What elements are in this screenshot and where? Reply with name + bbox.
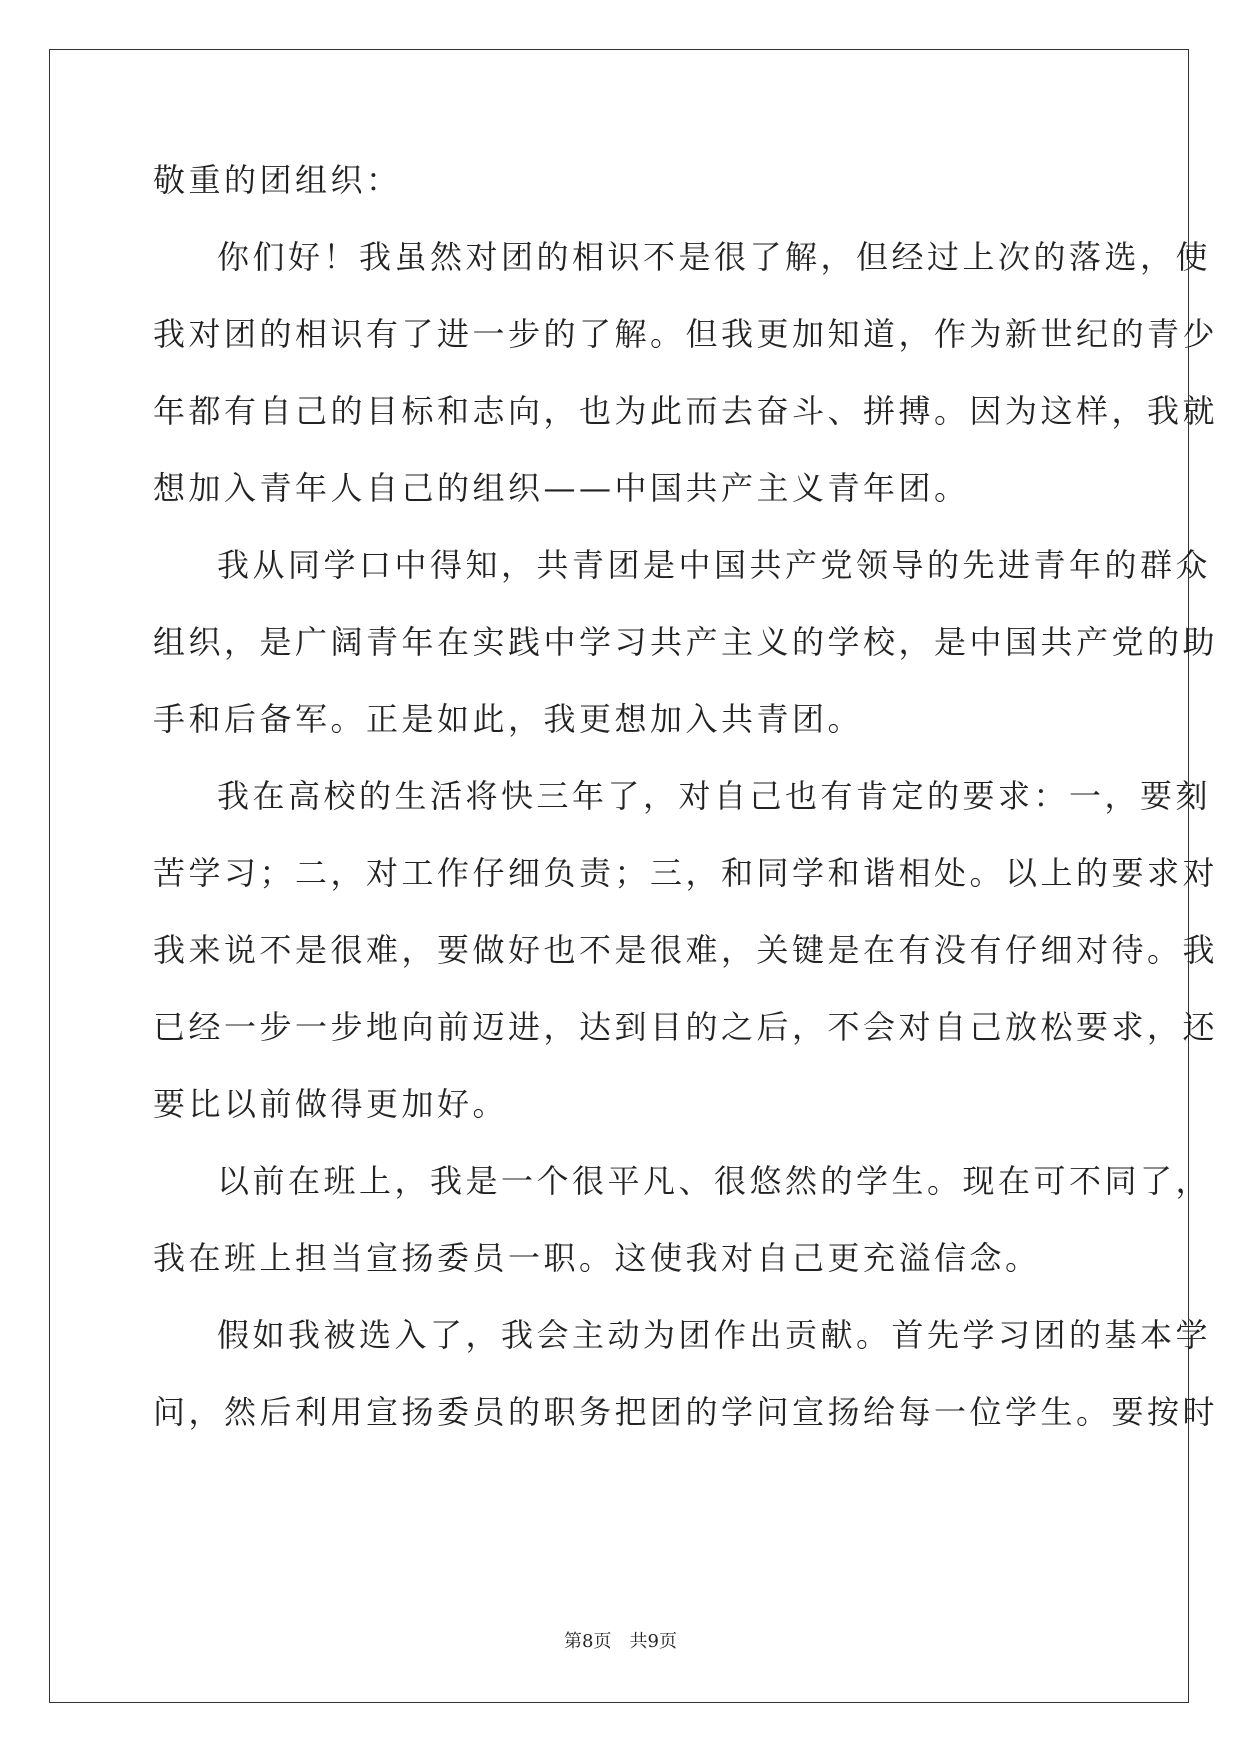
paragraph-line: 我在班上担当宣扬委员一职。这使我对自己更充溢信念。 [153,1239,1041,1277]
paragraph-line: 组织，是广阔青年在实践中学习共产主义的学校，是中国共产党的助 [153,623,1219,661]
paragraph-line: 我在高校的生活将快三年了，对自己也有肯定的要求：一，要刻 [217,777,1212,815]
page-footer [0,1630,1241,1654]
paragraph-line: 要比以前做得更加好。 [153,1085,509,1123]
paragraph-line: 我来说不是很难，要做好也不是很难，关键是在有没有仔细对待。我 [153,931,1219,969]
paragraph-line: 想加入青年人自己的组织——中国共产主义青年团。 [153,469,970,507]
paragraph-line: 以前在班上，我是一个很平凡、很悠然的学生。现在可不同了， [217,1162,1212,1200]
paragraph-line: 已经一步一步地向前迈进，达到目的之后，不会对自己放松要求，还 [153,1008,1219,1046]
paragraph-line: 我对团的相识有了进一步的了解。但我更加知道，作为新世纪的青少 [153,315,1219,353]
paragraph-line: 年都有自己的目标和志向，也为此而去奋斗、拼搏。因为这样，我就 [153,392,1219,430]
paragraph-line: 苦学习；二，对工作仔细负责；三，和同学和谐相处。以上的要求对 [153,854,1219,892]
paragraph-line: 假如我被选入了，我会主动为团作出贡献。首先学习团的基本学 [217,1316,1212,1354]
salutation: 敬重的团组织： [153,161,402,199]
paragraph-line: 我从同学口中得知，共青团是中国共产党领导的先进青年的群众 [217,546,1212,584]
page-number: 第8页 [564,1631,612,1652]
page-total: 共9页 [629,1631,677,1652]
paragraph-line: 问，然后利用宣扬委员的职务把团的学问宣扬给每一位学生。要按时 [153,1393,1219,1431]
paragraph-line: 手和后备军。正是如此，我更想加入共青团。 [153,700,864,738]
paragraph-line: 你们好！我虽然对团的相识不是很了解，但经过上次的落选，使 [217,238,1212,276]
